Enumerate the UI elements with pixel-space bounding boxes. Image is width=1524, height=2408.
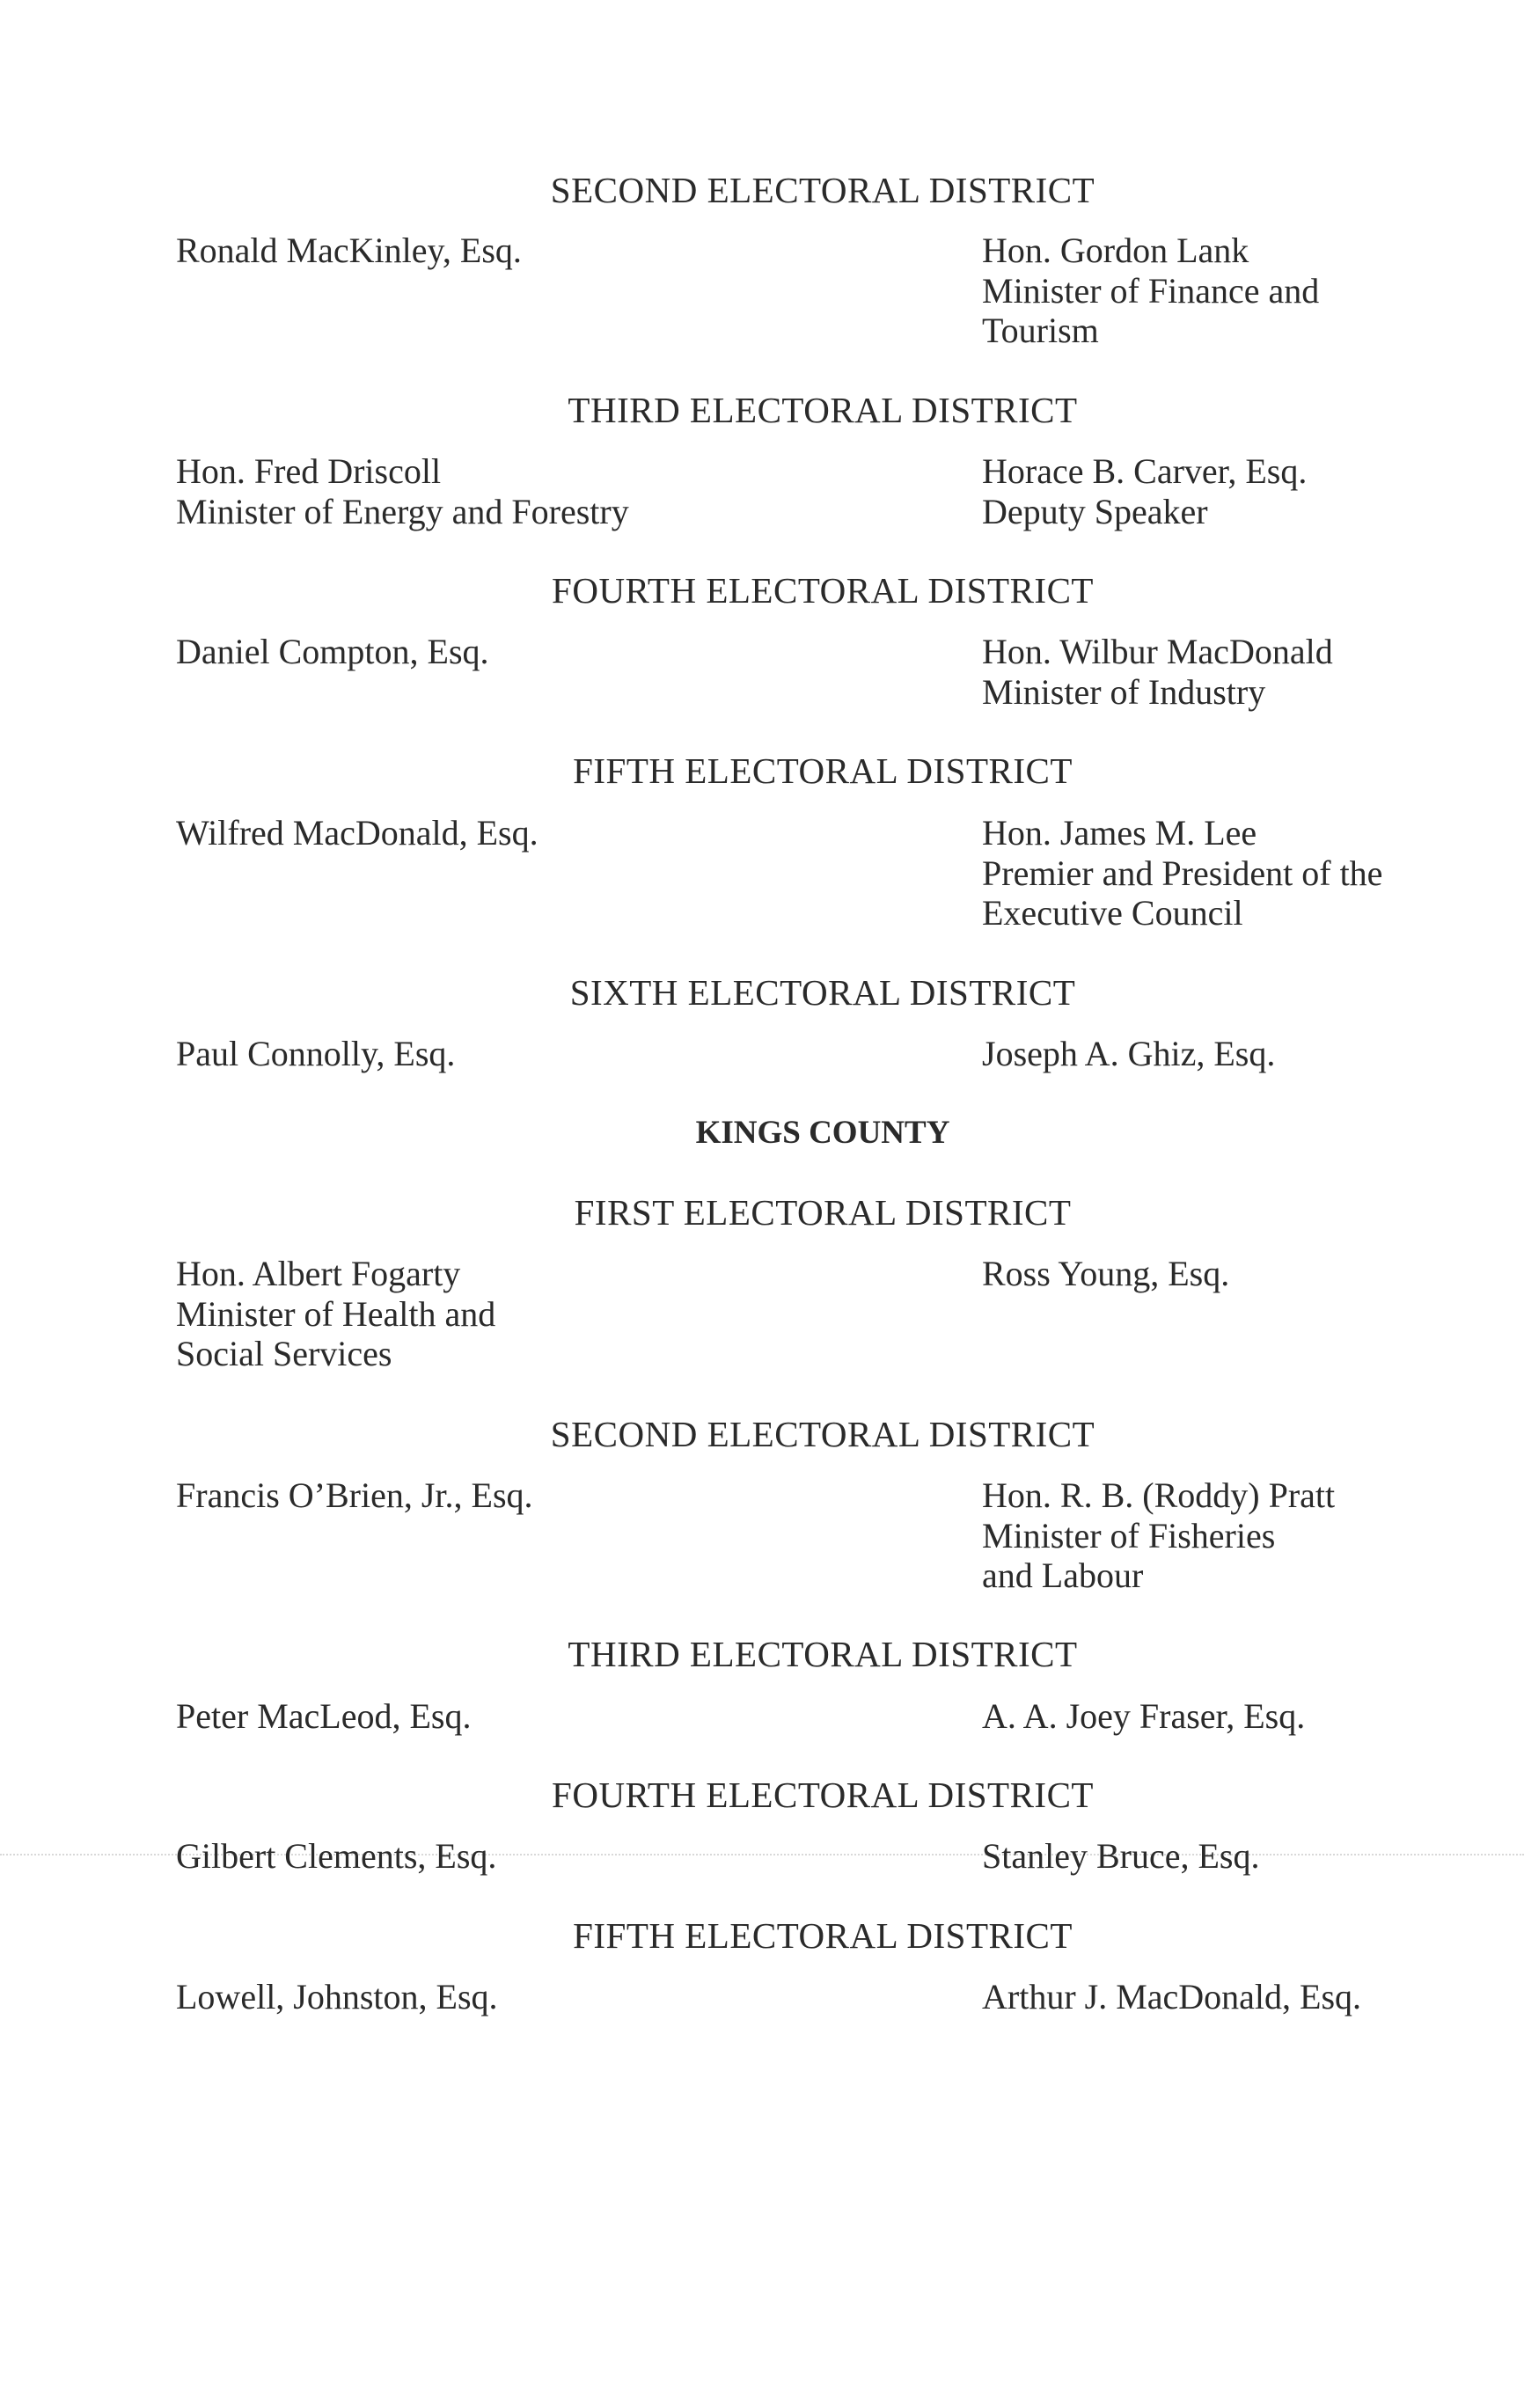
member-name: Paul Connolly, Esq. bbox=[176, 1034, 456, 1073]
member-title: Minister of Energy and Forestry bbox=[176, 491, 629, 531]
member-left-kings-fifth bbox=[176, 1977, 498, 2017]
district-heading-fourth: FOURTH ELECTORAL DISTRICT bbox=[552, 570, 1094, 611]
member-name: Hon. James M. Lee bbox=[982, 813, 1257, 853]
district-heading-third: THIRD ELECTORAL DISTRICT bbox=[568, 390, 1078, 430]
member-title: Social Services bbox=[176, 1334, 392, 1373]
member-name: Daniel Compton, Esq. bbox=[176, 632, 489, 671]
district-heading-sixth: SIXTH ELECTORAL DISTRICT bbox=[569, 972, 1076, 1013]
member-title: Minister of Finance and bbox=[982, 270, 1320, 311]
member-name: Wilfred MacDonald, Esq. bbox=[176, 813, 539, 853]
member-name: Ross Young, Esq. bbox=[982, 1254, 1230, 1293]
member-left-kings-first bbox=[176, 1254, 495, 1374]
district-heading-kings-first: FIRST ELECTORAL DISTRICT bbox=[574, 1192, 1072, 1233]
member-name: A. A. Joey Fraser, Esq. bbox=[982, 1696, 1306, 1736]
member-title: Minister of Fisheries bbox=[982, 1515, 1276, 1555]
member-right-kings-second bbox=[982, 1475, 1335, 1596]
member-name: Hon. Fred Driscoll bbox=[176, 451, 442, 491]
member-name: Hon. R. B. (Roddy) Pratt bbox=[982, 1475, 1336, 1515]
member-name: Hon. Albert Fogarty bbox=[176, 1254, 461, 1293]
member-right-kings-fourth bbox=[982, 1836, 1260, 1877]
member-left-sixth bbox=[176, 1034, 455, 1074]
member-right-kings-first bbox=[982, 1254, 1229, 1294]
member-left-second bbox=[176, 231, 522, 271]
member-right-third bbox=[982, 451, 1307, 531]
county-title: KINGS COUNTY bbox=[695, 1115, 950, 1151]
member-title: Tourism bbox=[982, 311, 1099, 350]
district-heading-second: SECOND ELECTORAL DISTRICT bbox=[550, 170, 1095, 210]
member-name: Stanley Bruce, Esq. bbox=[982, 1836, 1260, 1876]
member-left-third bbox=[176, 451, 629, 531]
member-name: Gilbert Clements, Esq. bbox=[176, 1836, 497, 1876]
member-right-second bbox=[982, 231, 1319, 351]
member-left-fourth bbox=[176, 632, 489, 672]
member-name: Francis O’Brien, Jr., Esq. bbox=[176, 1475, 533, 1515]
member-left-kings-fourth bbox=[176, 1836, 496, 1877]
member-right-sixth bbox=[982, 1034, 1275, 1074]
district-heading-fifth: FIFTH ELECTORAL DISTRICT bbox=[573, 750, 1073, 791]
member-right-fourth bbox=[982, 632, 1333, 712]
member-title: and Labour bbox=[982, 1555, 1144, 1595]
member-name: Hon. Wilbur MacDonald bbox=[982, 632, 1333, 671]
member-title: Premier and President of the bbox=[982, 853, 1383, 893]
member-name: Joseph A. Ghiz, Esq. bbox=[982, 1034, 1276, 1073]
member-left-kings-third bbox=[176, 1696, 471, 1737]
member-right-kings-third bbox=[982, 1696, 1305, 1737]
member-right-kings-fifth bbox=[982, 1977, 1361, 2017]
member-right-fifth bbox=[982, 813, 1382, 933]
member-left-fifth bbox=[176, 813, 539, 853]
district-heading-kings-third: THIRD ELECTORAL DISTRICT bbox=[568, 1634, 1078, 1674]
district-heading-kings-fourth: FOURTH ELECTORAL DISTRICT bbox=[552, 1775, 1094, 1815]
member-left-kings-second bbox=[176, 1475, 533, 1516]
member-name: Arthur J. MacDonald, Esq. bbox=[982, 1977, 1362, 2016]
member-name: Hon. Gordon Lank bbox=[982, 231, 1249, 270]
member-title: Executive Council bbox=[982, 893, 1243, 933]
member-title: Deputy Speaker bbox=[982, 491, 1208, 531]
member-title: Minister of Health and bbox=[176, 1293, 496, 1334]
member-title: Minister of Industry bbox=[982, 671, 1266, 712]
member-name: Peter MacLeod, Esq. bbox=[176, 1696, 472, 1736]
member-name: Horace B. Carver, Esq. bbox=[982, 451, 1308, 491]
district-heading-kings-fifth: FIFTH ELECTORAL DISTRICT bbox=[573, 1915, 1073, 1956]
member-name: Ronald MacKinley, Esq. bbox=[176, 231, 522, 270]
district-heading-kings-second: SECOND ELECTORAL DISTRICT bbox=[550, 1414, 1095, 1454]
member-name: Lowell, Johnston, Esq. bbox=[176, 1977, 498, 2016]
